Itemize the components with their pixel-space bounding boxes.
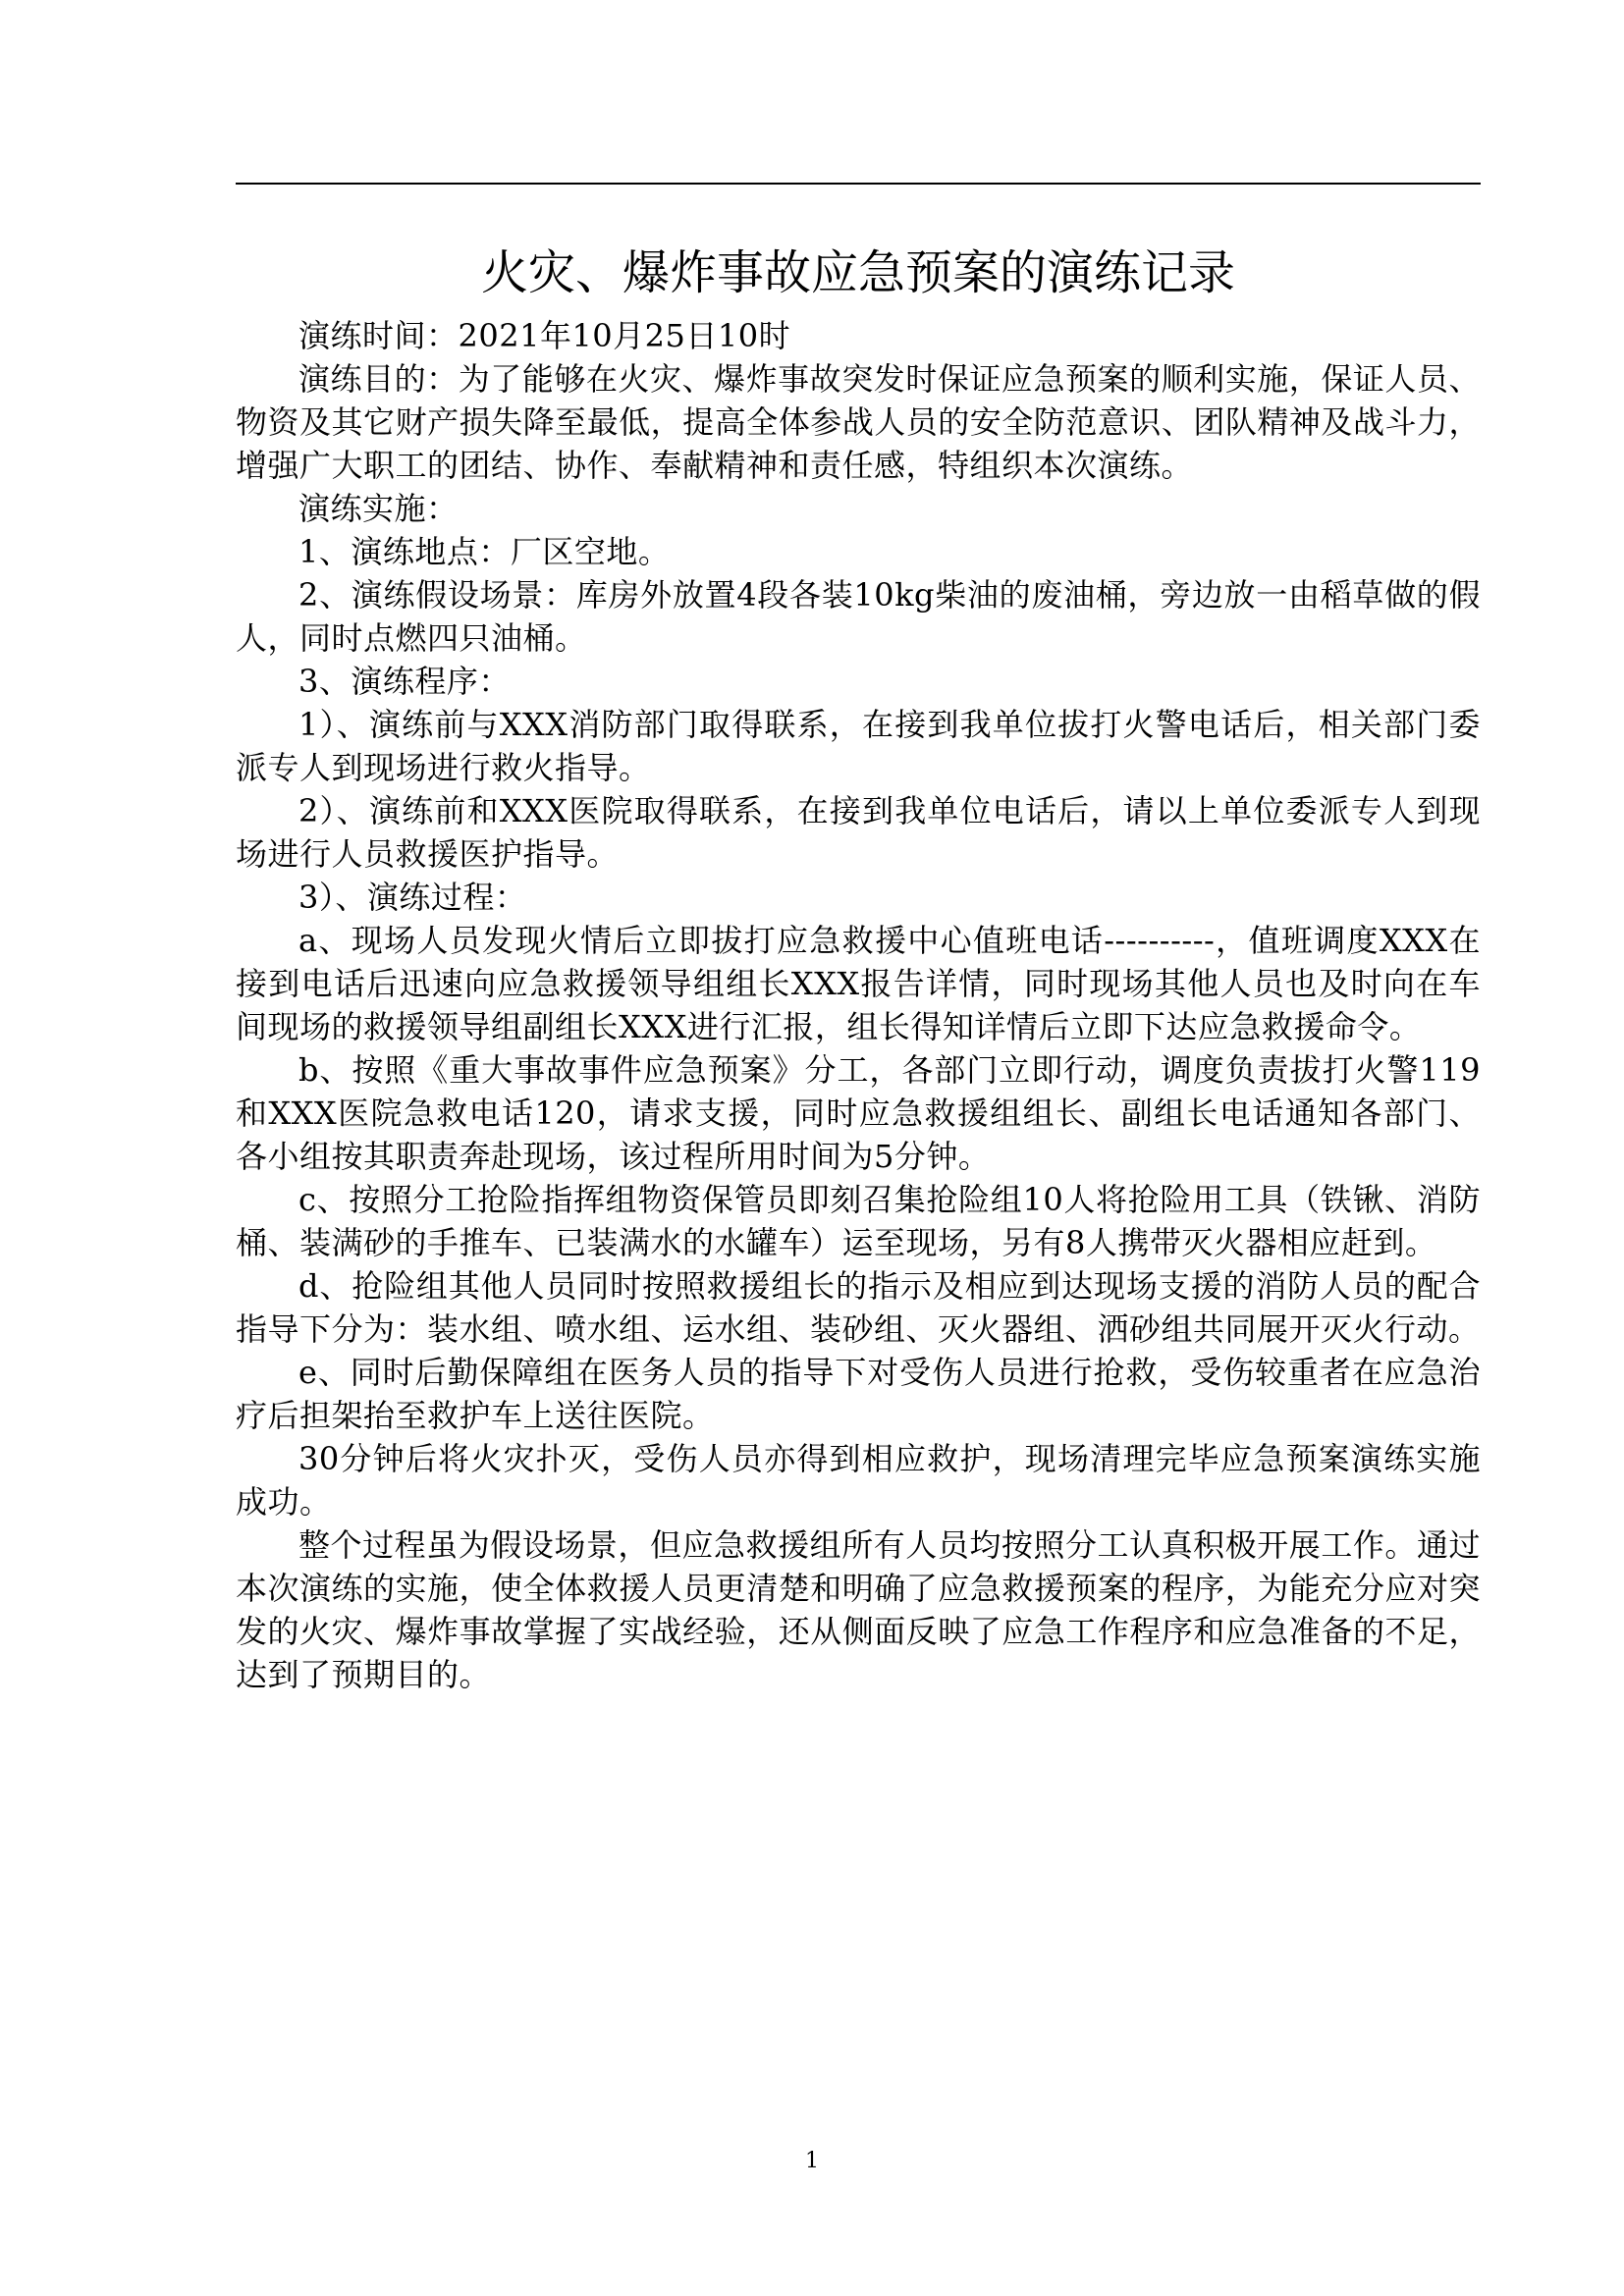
drill-summary-paragraph: 整个过程虽为假设场景，但应急救援组所有人员均按照分工认真积极开展工作。通过本次演练的实施，使全体救援人员更清楚和明确了应急救援预案的程序，为能充分应对突发的火灾、爆炸事故掌握了实战经验，还从侧面反映了应急工作程序和应急准备的不足，达到了预期目的。	[236, 1526, 1481, 1693]
header-rule	[236, 183, 1481, 185]
drill-scenario-paragraph: 2、演练假设场景：库房外放置4段各装10kg柴油的废油桶，旁边放一由稻草做的假人，同时点燃四只油桶。	[236, 576, 1481, 657]
page-number: 1	[805, 2149, 819, 2173]
process-step-d: d、抢险组其他人员同时按照救援组长的指示及相应到达现场支援的消防人员的配合指导下分为：装水组、喷水组、运水组、装砂组、灭火器组、洒砂组共同展开灭火行动。	[236, 1267, 1481, 1348]
document-body	[236, 314, 1481, 1696]
process-step-a: a、现场人员发现火情后立即拔打应急救援中心值班电话----------，值班调度XXX在接到电话后迅速向应急救援领导组组长XXX报告详情，同时现场其他人员也及时向在车间现场的救援领导组副组长XXX进行汇报，组长得知详情后立即下达应急救援命令。	[236, 922, 1481, 1045]
drill-process-heading: 3）、演练过程：	[298, 879, 527, 916]
drill-implementation-heading: 演练实施：	[298, 490, 459, 527]
drill-time-paragraph: 演练时间：2021年10月25日10时	[298, 317, 791, 354]
process-step-e: e、同时后勤保障组在医务人员的指导下对受伤人员进行抢救，受伤较重者在应急治疗后担架抬至救护车上送往医院。	[236, 1354, 1481, 1434]
procedure-step-1: 1）、演练前与XXX消防部门取得联系，在接到我单位拔打火警电话后，相关部门委派专人到现场进行救火指导。	[236, 706, 1481, 786]
drill-purpose-paragraph: 演练目的：为了能够在火灾、爆炸事故突发时保证应急预案的顺利实施，保证人员、物资及其它财产损失降至最低，提高全体参战人员的安全防范意识、团队精神及战斗力，增强广大职工的团结、协作、奉献精神和责任感，特组织本次演练。	[236, 360, 1481, 484]
document-title: 火灾、爆炸事故应急预案的演练记录	[480, 245, 1235, 300]
process-step-b: b、按照《重大事故事件应急预案》分工，各部门立即行动，调度负责拔打火警119和XXX医院急救电话120，请求支援，同时应急救援组组长、副组长电话通知各部门、各小组按其职责奔赴现场，该过程所用时间为5分钟。	[236, 1051, 1481, 1175]
process-step-c: c、按照分工抢险指挥组物资保管员即刻召集抢险组10人将抢险用工具（铁锹、消防桶、装满砂的手推车、已装满水的水罐车）运至现场，另有8人携带灭火器相应赶到。	[236, 1181, 1481, 1261]
procedure-step-2: 2）、演练前和XXX医院取得联系，在接到我单位电话后，请以上单位委派专人到现场进行人员救援医护指导。	[236, 792, 1481, 873]
drill-location-paragraph: 1、演练地点：厂区空地。	[298, 533, 671, 570]
drill-procedure-heading: 3、演练程序：	[298, 663, 511, 700]
drill-result-paragraph: 30分钟后将火灾扑灭，受伤人员亦得到相应救护，现场清理完毕应急预案演练实施成功。	[236, 1440, 1481, 1521]
